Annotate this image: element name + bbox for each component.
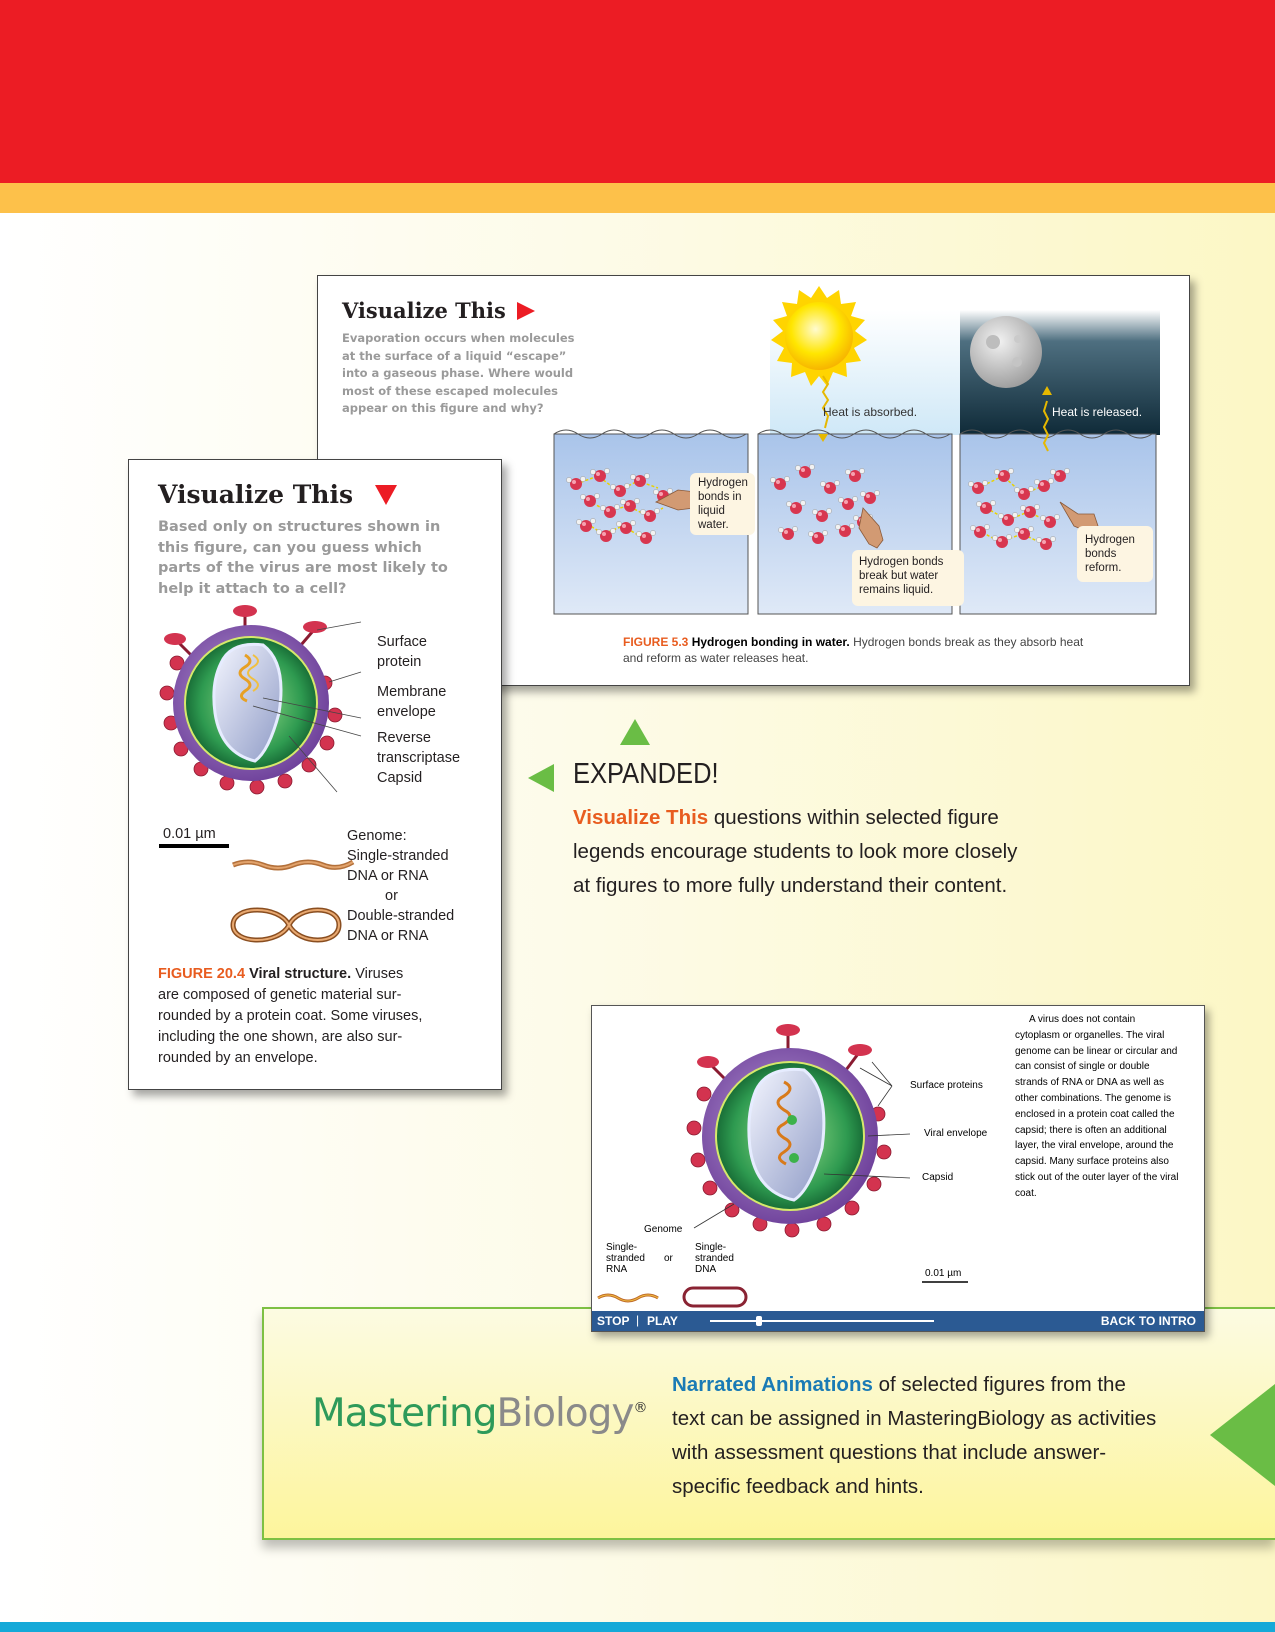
top-orange-band xyxy=(0,183,1275,213)
scale-label: 0.01 µm xyxy=(163,826,216,842)
progress-thumb[interactable] xyxy=(756,1316,762,1326)
anim-label-genome: Genome xyxy=(644,1224,683,1235)
heat-absorbed-label: Heat is absorbed. xyxy=(823,405,918,419)
label-hbonds-reform xyxy=(1085,533,1135,575)
caption-text: Viruses xyxy=(355,966,404,982)
caption-figure-number: FIGURE 20.4 xyxy=(158,966,246,982)
caption-text: Hydrogen bonds break as they absorb heat xyxy=(853,635,1084,649)
expanded-line: at figures to more fully understand their content. xyxy=(573,874,1008,897)
label-line: RNA xyxy=(606,1264,628,1275)
label-line: liquid xyxy=(698,505,725,517)
mastering-body xyxy=(672,1368,1232,1504)
label-single-stranded: DNA or RNA xyxy=(347,868,429,884)
label-membrane-envelope: envelope xyxy=(377,704,436,720)
virus-labels xyxy=(377,632,460,788)
virus-question-line: Based only on structures shown in xyxy=(158,519,441,535)
water-question-line: into a gaseous phase. Where would xyxy=(342,366,574,380)
label-genome: Genome: xyxy=(347,828,407,844)
label-line: stranded xyxy=(695,1253,734,1264)
genome-labels xyxy=(347,826,454,946)
mastering-line: text can be assigned in MasteringBiology as activities xyxy=(672,1407,1157,1430)
green-triangle-up-icon xyxy=(619,718,651,746)
label-capsid: Capsid xyxy=(377,770,423,786)
anim-label-surface-proteins: Surface proteins xyxy=(910,1080,983,1091)
label-or: or xyxy=(385,888,398,904)
water-figure-caption xyxy=(623,634,1163,666)
caption-text: rounded by a protein coat. Some viruses, xyxy=(158,1008,423,1024)
description-line: strands of RNA or DNA as well as xyxy=(1015,1077,1164,1089)
label-reverse-transcriptase: Reverse xyxy=(377,730,431,746)
top-red-band xyxy=(0,0,1275,183)
water-question-line: Evaporation occurs when molecules xyxy=(342,331,575,345)
expanded-line: questions within selected figure xyxy=(713,806,999,829)
description-line: cytoplasm or organelles. The viral xyxy=(1015,1029,1165,1041)
description-line: genome can be linear or circular and xyxy=(1015,1045,1178,1057)
expanded-highlight: Visualize This xyxy=(573,806,709,829)
label-line: break but water xyxy=(859,570,939,582)
description-line: capsid. Many surface proteins also xyxy=(1015,1156,1169,1168)
mastering-highlight: Narrated Animations xyxy=(672,1373,873,1396)
caption-figure-number: FIGURE 5.3 xyxy=(623,635,689,649)
description-line: layer, the viral envelope, around the xyxy=(1015,1140,1174,1152)
expanded-body xyxy=(573,801,1053,903)
label-surface-protein: protein xyxy=(377,654,422,670)
back-to-intro-button[interactable]: BACK TO INTRO xyxy=(1100,1314,1196,1328)
description-line: other combinations. The genome is xyxy=(1015,1092,1172,1104)
caption-text: including the one shown, are also sur- xyxy=(158,1029,403,1045)
expanded-heading: EXPANDED! xyxy=(573,758,719,790)
label-hbonds-break xyxy=(859,555,943,597)
anim-label-or: or xyxy=(664,1253,673,1264)
label-line: remains liquid. xyxy=(859,584,934,596)
logo-registered-mark: ® xyxy=(633,1400,647,1416)
label-line: bonds xyxy=(1085,548,1117,560)
green-triangle-edge-icon xyxy=(1210,1384,1275,1486)
caption-title: Viral structure. xyxy=(249,966,352,982)
virus-question-line: this figure, can you guess which xyxy=(158,539,422,556)
mastering-line: with assessment questions that include answer- xyxy=(672,1441,1107,1464)
caption-text: rounded by an envelope. xyxy=(158,1050,318,1066)
virus-question-line: help it attach to a cell? xyxy=(158,580,347,597)
label-line: Hydrogen xyxy=(1085,534,1135,546)
label-line: stranded xyxy=(606,1253,645,1264)
label-double-stranded: Double-stranded xyxy=(347,908,455,924)
mastering-biology-logo xyxy=(312,1391,646,1436)
animation-control-bar xyxy=(592,1311,1204,1331)
green-triangle-left-icon xyxy=(527,763,555,793)
mastering-biology-panel xyxy=(262,1307,1275,1540)
mastering-line: of selected figures from the xyxy=(878,1373,1126,1396)
description-line: stick out of the outer layer of the viral xyxy=(1015,1171,1179,1183)
logo-part-biology: Biology xyxy=(496,1391,634,1436)
anim-label-capsid: Capsid xyxy=(922,1172,954,1183)
narrated-animation-screen xyxy=(591,1005,1205,1332)
label-line: Single- xyxy=(606,1242,638,1253)
label-line: water. xyxy=(698,519,729,531)
label-line: Single- xyxy=(695,1242,727,1253)
mastering-line: specific feedback and hints. xyxy=(672,1475,924,1498)
virus-figure-caption xyxy=(158,964,478,1069)
caption-text: and reform as water releases heat. xyxy=(623,651,809,665)
water-question-line: at the surface of a liquid “escape” xyxy=(342,348,567,363)
description-line: A virus does not contain xyxy=(1029,1014,1136,1025)
virus-visualize-title: Visualize This xyxy=(158,480,354,509)
play-button[interactable]: PLAY xyxy=(647,1314,678,1328)
description-line: enclosed in a protein coat called the xyxy=(1015,1108,1175,1120)
expanded-line: legends encourage students to look more closely xyxy=(573,840,1018,863)
control-divider: | xyxy=(636,1313,640,1327)
bottom-blue-band xyxy=(0,1622,1275,1632)
water-question-line: most of these escaped molecules xyxy=(342,383,558,398)
anim-scale-label: 0.01 µm xyxy=(925,1268,962,1279)
label-line: Hydrogen bonds xyxy=(859,556,944,568)
label-reverse-transcriptase: transcriptase xyxy=(377,750,461,766)
heat-released-label: Heat is released. xyxy=(1052,405,1143,419)
anim-label-ss-dna xyxy=(695,1242,734,1275)
label-membrane-envelope: Membrane xyxy=(377,684,447,700)
anim-label-ss-rna xyxy=(606,1242,645,1275)
caption-text: are composed of genetic material sur- xyxy=(158,987,402,1003)
label-double-stranded: DNA or RNA xyxy=(347,928,429,944)
label-line: DNA xyxy=(695,1264,717,1275)
label-surface-protein: Surface xyxy=(377,634,427,650)
water-visualize-title-text: Visualize This xyxy=(342,298,506,323)
virus-question-line: parts of the virus are most likely to xyxy=(158,560,448,576)
description-line: capsid; there is often an additional xyxy=(1015,1124,1167,1136)
caption-title: Hydrogen bonding in water. xyxy=(691,635,850,649)
description-line: coat. xyxy=(1015,1187,1037,1199)
label-hbonds-liquid xyxy=(698,476,748,532)
progress-track[interactable] xyxy=(710,1320,934,1322)
virus-figure-card xyxy=(128,459,502,1090)
animation-description xyxy=(1015,1012,1200,1202)
label-line: reform. xyxy=(1085,562,1122,574)
label-line: Hydrogen xyxy=(698,477,748,489)
anim-label-viral-envelope: Viral envelope xyxy=(924,1128,988,1139)
stop-button[interactable]: STOP xyxy=(597,1314,630,1328)
label-line: bonds in xyxy=(698,491,742,503)
label-single-stranded: Single-stranded xyxy=(347,848,449,864)
logo-part-mastering: Mastering xyxy=(312,1391,497,1436)
water-question-line: appear on this figure and why? xyxy=(342,401,544,415)
description-line: can consist of single or double xyxy=(1015,1061,1150,1073)
